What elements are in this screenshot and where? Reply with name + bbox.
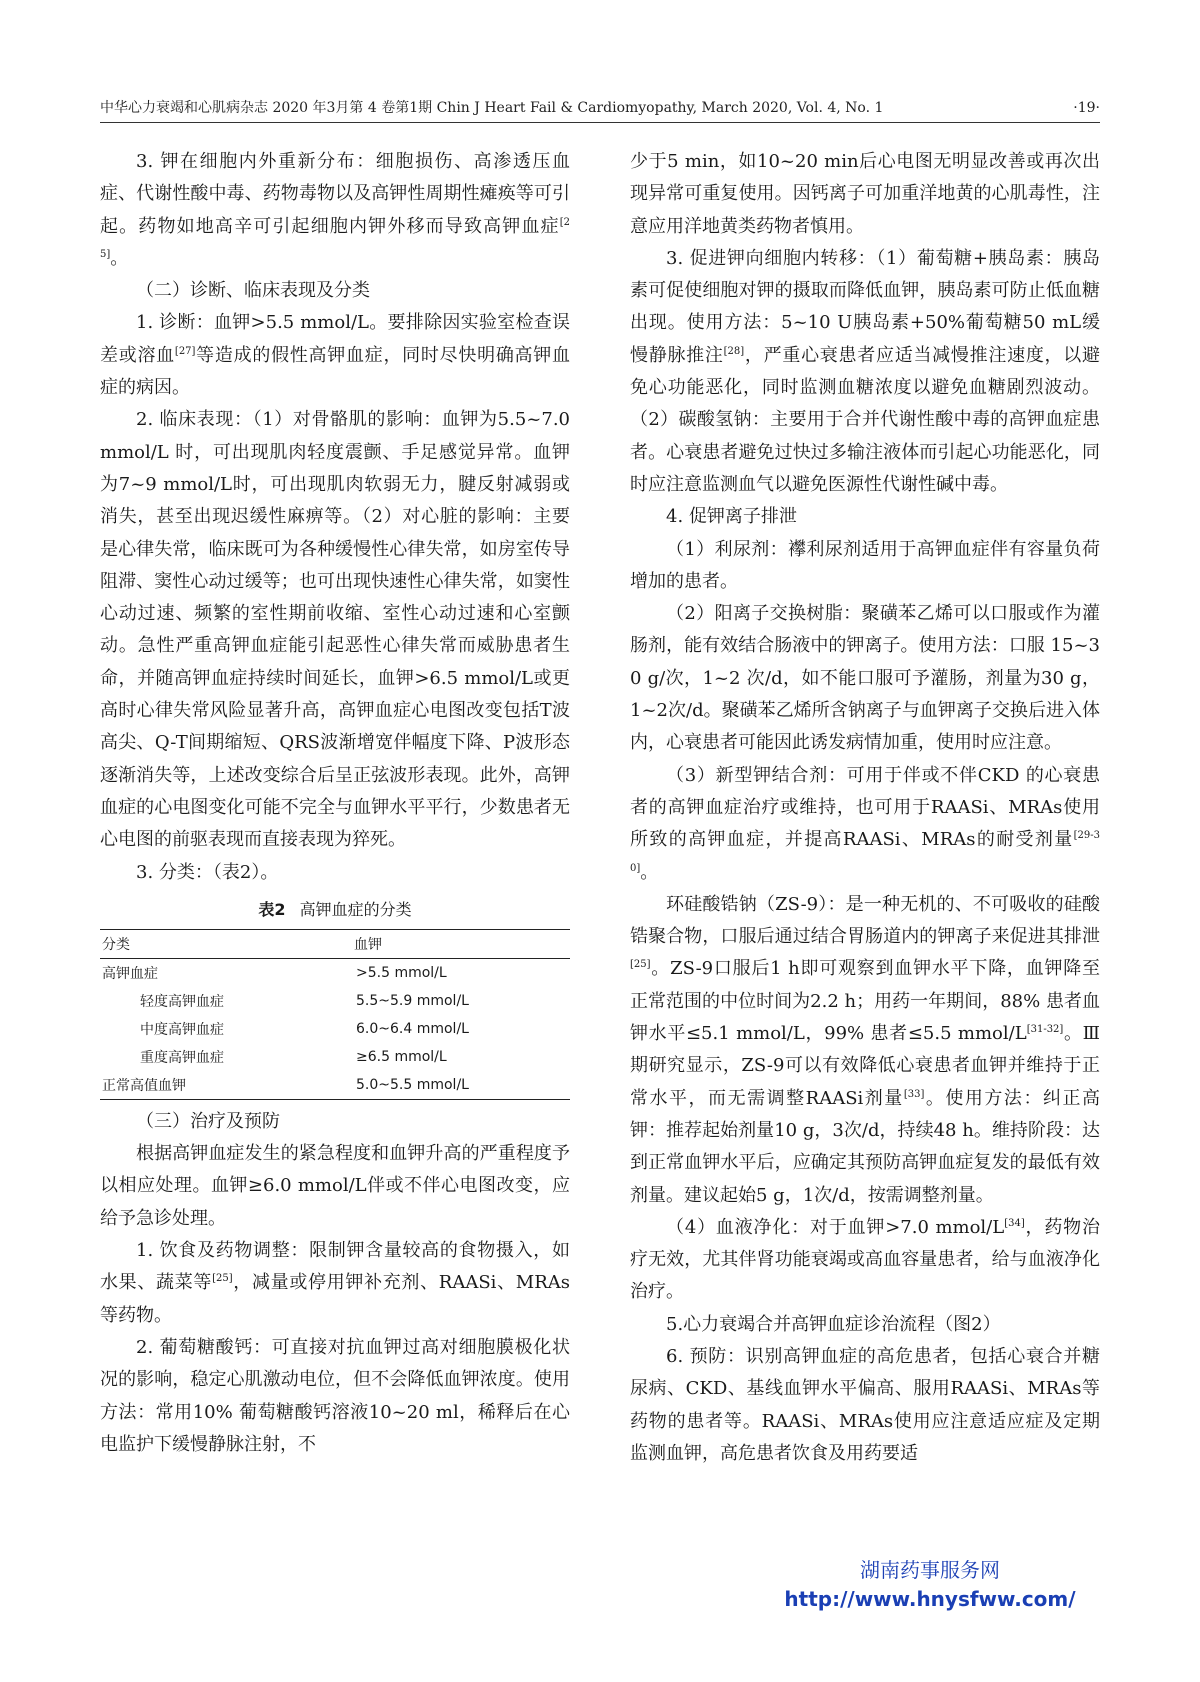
paragraph: 1. 诊断：血钾>5.5 mmol/L。要排除因实验室检查误差或溶血[27]等造成的假性高钾血症，同时尽快明确高钾血症的病因。 [100, 312, 571, 399]
paragraph: 3. 分类：（表2）。 [136, 861, 279, 883]
citation: [25] [100, 216, 570, 260]
left-column [100, 146, 570, 1461]
column-header: 血钾 [354, 929, 570, 958]
citation: [28] [723, 345, 745, 357]
citation: [27] [174, 345, 196, 357]
paragraph: 3. 促进钾向细胞内转移：（1）葡萄糖+胰岛素：胰岛素可促使细胞对钾的摄取而降低血钾，胰岛素可防止低血糖出现。使用方法：5~10 U胰岛素+50%葡萄糖50 mL缓慢静脉推注[28]，严重心衰患者应适当减慢推注速度，以避免心功能恶化，同时监测血糖浓度以避免血糖剧烈波动。（2）碳酸氢钠：主要用于合并代谢性酸中毒的高钾血症患者。心衰患者避免过快过多输注液体而引起心功能恶化，同时应注意监测血气以避免医源性代谢性碱中毒。 [630, 247, 1100, 495]
table-row: 轻度高钾血症 5.5~5.9 mmol/L [140, 992, 469, 1010]
citation: [33] [903, 1088, 925, 1100]
subsection-heading: 4. 促钾离子排泄 [666, 506, 797, 528]
paragraph: （1）利尿剂：襻利尿剂适用于高钾血症伴有容量负荷增加的患者。 [630, 538, 1100, 592]
subsection-heading: 5.心力衰竭合并高钾血症诊治流程（图2） [666, 1313, 1001, 1335]
watermark-title: 湖南药事服务网 [860, 1558, 1000, 1582]
right-column [630, 146, 1100, 1470]
citation: [29-30] [630, 830, 1100, 874]
paragraph: 2. 临床表现：（1）对骨骼肌的影响：血钾为5.5~7.0 mmol/L 时，可出现肌肉轻度震颤、手足感觉异常。血钾为7~9 mmol/L时，可出现肌肉软弱无力，腱反射减弱或消失，甚至出现迟缓性麻痹等。（2）对心脏的影响：主要是心律失常，临床既可为各种缓慢性心律失常，如房室传导阻滞、窦性心动过缓等；也可出现快速性心律失常，如窦性心动过速、频繁的室性期前收缩、室性心动过速和心室颤动。急性严重高钾血症能引起恶性心律失常而威胁患者生命，并随高钾血症持续时间延长，血钾>6.5 mmol/L或更高时心律失常风险显著升高，高钾血症心电图改变包括T波高尖、Q-T间期缩短、QRS波渐增宽伴幅度下降、P波形态逐渐消失等，上述改变综合后呈正弦波形表现。此外，高钾血症的心电图变化可能不完全与血钾水平平行，少数患者无心电图的前驱表现而直接表现为猝死。 [100, 409, 570, 851]
paragraph: 6. 预防：识别高钾血症的高危患者，包括心衰合并糖尿病、CKD、基线血钾水平偏高、服用RAASi、MRAs等药物的患者等。RAASi、MRAs使用应注意适应症及定期监测血钾，高危患者饮食及用药要适 [630, 1345, 1100, 1464]
citation: [25] [630, 959, 651, 971]
column-header: 分类 [100, 929, 354, 958]
citation: [25] [212, 1273, 233, 1285]
paragraph: （3）新型钾结合剂：可用于伴或不伴CKD 的心衰患者的高钾血症治疗或维持，也可用于RAASi、MRAs使用所致的高钾血症，并提高RAASi、MRAs的耐受剂量[29-30]。 [630, 764, 1100, 883]
watermark [780, 1556, 1080, 1614]
running-header [100, 96, 1100, 120]
paragraph: 环硅酸锆钠（ZS-9）：是一种无机的、不可吸收的硅酸锆聚合物，口服后通过结合胃肠道内的钾离子来促进其排泄[25]。ZS-9口服后1 h即可观察到血钾水平下降，血钾降至正常范围的中位时间为2.2 h；用药一年期间，88% 患者血钾水平≤5.1 mmol/L，99% 患者≤5.5 mmol/L[31-32]。Ⅲ期研究显示，ZS-9可以有效降低心衰患者血钾并维持于正常水平，而无需调整RAASi剂量[33]。使用方法：纠正高钾：推荐起始剂量10 g，3次/d，持续48 h。维持阶段：达到正常血钾水平后，应确定其预防高钾血症复发的最低有效剂量。建议起始5 g，1次/d，按需调整剂量。 [630, 893, 1101, 1206]
paragraph: 根据高钾血症发生的紧急程度和血钾升高的严重程度予以相应处理。血钾≥6.0 mmol/L伴或不伴心电图改变，应给予急诊处理。 [100, 1143, 570, 1229]
paragraph-continued: 少于5 min，如10~20 min后心电图无明显改善或再次出现异常可重复使用。因钙离子可加重洋地黄的心肌毒性，注意应用洋地黄类药物者慎用。 [630, 151, 1100, 237]
page-number: ·19· [1073, 100, 1100, 116]
table-row: 高钾血症 >5.5 mmol/L [102, 964, 447, 982]
citation: [31-32] [1026, 1024, 1064, 1036]
paragraph: （4）血液净化：对于血钾>7.0 mmol/L[34]，药物治疗无效，尤其伴肾功能衰竭或高血容量患者，给与血液净化治疗。 [630, 1216, 1100, 1303]
table-row: 中度高钾血症 6.0~6.4 mmol/L [140, 1020, 469, 1038]
paragraph: 2. 葡萄糖酸钙：可直接对抗血钾过高对细胞膜极化状况的影响，稳定心肌激动电位，但不会降低血钾浓度。使用方法：常用10% 葡萄糖酸钙溶液10~20 ml，稀释后在心电监护下缓慢静脉注射，不 [100, 1336, 570, 1455]
paragraph: 3. 钾在细胞内外重新分布：细胞损伤、高渗透压血症、代谢性酸中毒、药物毒物以及高钾性周期性瘫痪等可引起。药物如地高辛可引起细胞内钾外移而导致高钾血症[25]。 [100, 151, 570, 269]
header-rule [100, 122, 1100, 123]
journal-citation: 中华心力衰竭和心肌病杂志 2020 年3月第 4 卷第1期 Chin J Heart Fail & Cardiomyopathy, March 2020, Vol. 4, No. 1 [100, 100, 884, 116]
citation: [34] [1004, 1217, 1025, 1229]
classification-table [100, 897, 570, 1100]
section-heading: （二）诊断、临床表现及分类 [136, 280, 370, 302]
paragraph: （2）阳离子交换树脂：聚磺苯乙烯可以口服或作为灌肠剂，能有效结合肠液中的钾离子。使用方法：口服 15~30 g/次，1~2 次/d，如不能口服可予灌肠，剂量为30 g，1~2次/d。聚磺苯乙烯所含钠离子与血钾离子交换后进入体内，心衰患者可能因此诱发病情加重，使用时应注意。 [630, 603, 1100, 754]
table-caption: 表2 高钾血症的分类 [258, 899, 412, 919]
watermark-url: http://www.hnysfww.com/ [784, 1587, 1076, 1611]
section-heading: （三）治疗及预防 [136, 1110, 280, 1132]
table-header-row [100, 929, 570, 958]
paragraph: 1. 饮食及药物调整：限制钾含量较高的食物摄入，如水果、蔬菜等[25]，减量或停用钾补充剂、RAASi、MRAs等药物。 [100, 1240, 571, 1326]
table-row: 正常高值血钾 5.0~5.5 mmol/L [100, 1071, 570, 1100]
table-row: 重度高钾血症 ≥6.5 mmol/L [140, 1048, 447, 1066]
